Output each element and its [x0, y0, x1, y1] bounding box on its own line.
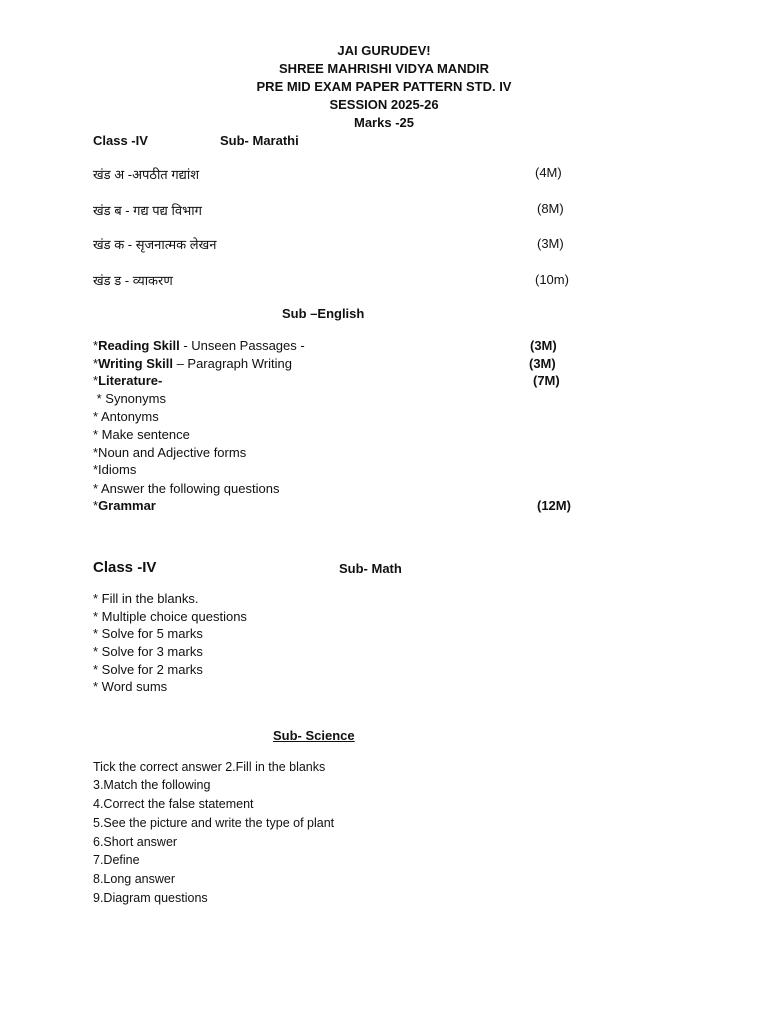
subject-english: Sub –English: [282, 306, 365, 321]
subject-science: Sub- Science: [273, 728, 355, 743]
english-grammar-marks: (12M): [537, 498, 571, 513]
marathi-section-a-marks: (4M): [535, 165, 562, 180]
school-name: SHREE MAHRISHI VIDYA MANDIR: [279, 61, 489, 76]
grammar-label: Grammar: [98, 498, 156, 513]
header-greeting: JAI GURUDEV!: [337, 43, 431, 58]
list-item: *Idioms: [93, 462, 137, 477]
literature-label: Literature-: [98, 373, 163, 388]
class-label: Class -IV: [93, 133, 148, 148]
marathi-section-c-marks: (3M): [537, 236, 564, 251]
english-reading-marks: (3M): [530, 338, 557, 353]
subject-marathi: Sub- Marathi: [220, 133, 299, 148]
list-item: 3.Match the following: [93, 778, 211, 792]
list-item: 7.Define: [93, 853, 140, 867]
english-reading: *Reading Skill - Unseen Passages -: [93, 338, 305, 353]
list-item: 6.Short answer: [93, 835, 178, 849]
list-item: * Multiple choice questions: [93, 609, 247, 624]
subject-math: Sub- Math: [339, 561, 402, 576]
list-item: * Fill in the blanks.: [93, 591, 199, 606]
list-item: 9.Diagram questions: [93, 891, 208, 905]
reading-skill-label: Reading Skill: [98, 338, 180, 353]
list-item: * Make sentence: [93, 427, 190, 442]
english-literature-marks: (7M): [533, 373, 560, 388]
math-class-label: Class -IV: [93, 559, 157, 576]
list-item: *Noun and Adjective forms: [93, 445, 247, 460]
list-item: 4.Correct the false statement: [93, 797, 254, 811]
list-item: * Antonyms: [93, 409, 159, 424]
english-literature: *Literature-: [93, 373, 163, 388]
marathi-section-a: खंड अ -अपठीत गद्यांश: [93, 167, 200, 182]
list-item: * Word sums: [93, 679, 168, 694]
marathi-section-d-marks: (10m): [535, 272, 569, 287]
marathi-section-b-marks: (8M): [537, 201, 564, 216]
session-label: SESSION 2025-26: [329, 97, 439, 112]
reading-skill-desc: - Unseen Passages -: [179, 338, 305, 353]
list-item: * Solve for 5 marks: [93, 626, 203, 641]
list-item: * Solve for 2 marks: [93, 662, 203, 677]
marks-total: Marks -25: [354, 115, 414, 130]
writing-skill-label: Writing Skill: [98, 356, 173, 371]
document-title: PRE MID EXAM PAPER PATTERN STD. IV: [256, 79, 512, 94]
english-writing-marks: (3M): [529, 356, 556, 371]
list-item: 8.Long answer: [93, 872, 176, 886]
list-item: 5.See the picture and write the type of plant: [93, 816, 335, 830]
list-item: Tick the correct answer 2.Fill in the blanks: [93, 760, 326, 774]
marathi-section-d: खंड ड - व्याकरण: [93, 273, 173, 288]
list-item: * Synonyms: [93, 391, 166, 406]
writing-skill-desc: – Paragraph Writing: [172, 356, 292, 371]
marathi-section-b: खंड ब - गद्य पद्य विभाग: [93, 203, 202, 218]
english-writing: *Writing Skill – Paragraph Writing: [93, 356, 292, 371]
english-grammar: *Grammar: [93, 498, 156, 513]
marathi-section-c: खंड क - सृजनात्मक लेखन: [93, 237, 217, 252]
list-item: * Answer the following questions: [93, 481, 280, 496]
list-item: * Solve for 3 marks: [93, 644, 203, 659]
